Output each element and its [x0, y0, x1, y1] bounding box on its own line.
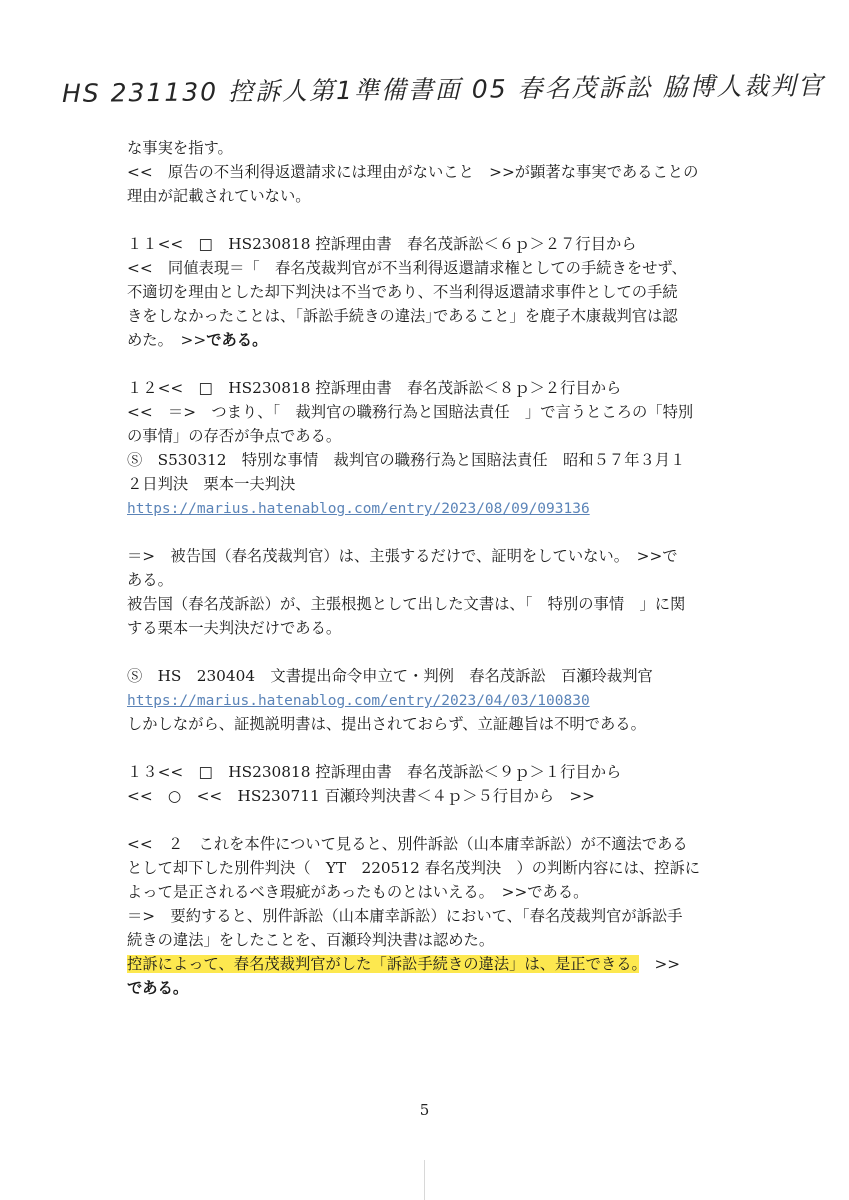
text-line: ある。: [127, 571, 173, 589]
text-line: 続きの違法」をしたことを、百瀬玲判決書は認めた。: [127, 931, 495, 949]
text-line: きをしなかったことは、｢訴訟手続きの違法｣であること」を鹿子木康裁判官は認: [127, 307, 678, 325]
blank-line: [127, 736, 787, 760]
highlighted-line: [127, 952, 787, 976]
text-line: する栗本一夫判決だけである。: [127, 619, 342, 637]
bold-text: である。: [206, 331, 268, 349]
blog-link-1[interactable]: https://marius.hatenablog.com/entry/2023/08/09/093136: [127, 501, 590, 517]
page-number: 5: [419, 1101, 430, 1119]
text-line: 理由が記載されていない。: [127, 187, 311, 205]
text-line: << 原告の不当利得返還請求には理由がないこと >>が顕著な事実であることの: [127, 163, 699, 181]
highlighted-text: 控訴によって、春名茂裁判官がした「訴訟手続きの違法」は、是正できる。: [127, 955, 640, 973]
text-line: Ⓢ S530312 特別な事情 裁判官の職務行為と国賠法責任 昭和５７年３月１: [127, 451, 686, 469]
document-body: [127, 136, 787, 1000]
text-line: Ⓢ HS 230404 文書提出命令申立て・判例 春名茂訴訟 百瀬玲裁判官: [127, 667, 653, 685]
text-line: として却下した別件判決（ YT 220512 春名茂判決 ）の判断内容には、控訴に: [127, 859, 701, 877]
scan-fold-mark: [424, 1160, 425, 1200]
text-line: ＝> 被告国（春名茂裁判官）は、主張するだけで、証明をしていない。 >>で: [127, 547, 678, 565]
blank-line: [127, 208, 787, 232]
text-line: ２日判決 栗本一夫判決: [127, 475, 296, 493]
link-line: [127, 688, 787, 712]
section-12-heading: １２<< □ HS230818 控訴理由書 春名茂訴訟＜８ｐ＞２行目から: [127, 379, 622, 397]
blank-line: [127, 352, 787, 376]
text-line: よって是正されるべき瑕疵があったものとはいえる。 >>である。: [127, 883, 589, 901]
link-line: [127, 496, 787, 520]
section-13-heading: １３<< □ HS230818 控訴理由書 春名茂訴訟＜９ｐ＞１行目から: [127, 763, 622, 781]
text-line: な事実を指す。: [127, 139, 233, 157]
blank-line: [127, 808, 787, 832]
text-segment: >>: [639, 955, 681, 973]
blog-link-2[interactable]: https://marius.hatenablog.com/entry/2023/04/03/100830: [127, 693, 590, 709]
text-line: 被告国（春名茂訴訟）が、主張根拠として出した文書は、「 特別の事情 」に関: [127, 595, 686, 613]
text-line: の事情」の存否が争点である。: [127, 427, 342, 445]
text-segment: めた。 >>: [127, 331, 207, 349]
section-11-heading: １１<< □ HS230818 控訴理由書 春名茂訴訟＜６ｐ＞２７行目から: [127, 235, 637, 253]
text-line: << ＝> つまり、｢ 裁判官の職務行為と国賠法責任 」で言うところの「特別: [127, 403, 694, 421]
text-line: << 同値表現＝「 春名茂裁判官が不当利得返還請求権としての手続きをせず、: [127, 259, 687, 277]
blank-line: [127, 640, 787, 664]
text-line: である。: [127, 979, 189, 997]
text-line: ＝> 要約すると、別件訴訟（山本庸幸訴訟）において、「春名茂裁判官が訴訟手: [127, 907, 683, 925]
handwritten-title: HS 231130 控訴人第1準備書面 05 春名茂訴訟 脇博人裁判官: [61, 71, 825, 108]
text-line: << ２ これを本件について見ると、別件訴訟（山本庸幸訴訟）が不適法である: [127, 835, 688, 853]
text-line: 不適切を理由とした却下判決は不当であり、不当利得返還請求事件としての手続: [127, 283, 678, 301]
text-line: [127, 328, 787, 352]
blank-line: [127, 520, 787, 544]
text-line: しかしながら、証拠説明書は、提出されておらず、立証趣旨は不明である。: [127, 715, 646, 733]
text-line: << ○ << HS230711 百瀬玲判決書＜４ｐ＞５行目から >>: [127, 787, 595, 805]
